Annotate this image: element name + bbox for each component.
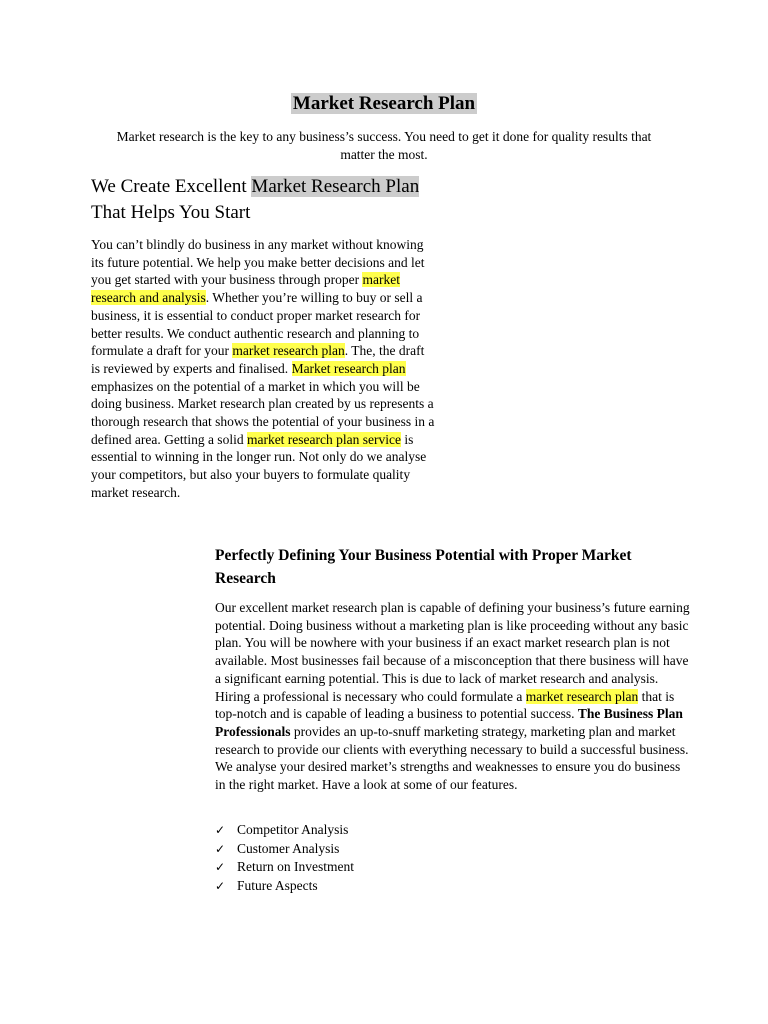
feature-label: Competitor Analysis <box>237 822 349 837</box>
checkmark-icon: ✓ <box>215 860 226 875</box>
section2-text-2: that is top-notch and is capable of leading a business to potential success. <box>215 688 675 722</box>
list-item <box>215 840 515 859</box>
features-list <box>215 821 515 896</box>
checkmark-icon: ✓ <box>215 823 226 837</box>
section1-heading-post: That Helps You Start <box>91 202 251 223</box>
highlight-market-research-plan-service: market research plan service <box>246 431 401 447</box>
list-item <box>215 821 515 840</box>
highlight-market-research-plan: market research plan <box>232 343 345 359</box>
section1-text-4: emphasizes on the potential of a market in which you will be doing business. Market research plan created by us represents a thorough research that shows the potential of your business in a defined area. Getting a solid <box>91 378 435 447</box>
section1-heading-highlight: Market Research Plan <box>251 176 420 197</box>
document-title <box>0 93 768 115</box>
section1-text-5: is essential to winning in the longer run. Not only do we analyse your competitors, but also your buyers to formulate quality market research. <box>91 431 427 500</box>
intro-paragraph: Market research is the key to any business’s success. You need to get it done for quality results that matter the most. <box>116 129 652 162</box>
checkmark-icon: ✓ <box>215 879 226 894</box>
highlight-market-research-plan-3: market research plan <box>525 688 639 704</box>
highlight-market-research-plan-2: Market research plan <box>291 360 406 376</box>
highlight-market-research-analysis: market research and analysis <box>91 272 400 306</box>
section1-text-2: . Whether you’re willing to buy or sell a business, it is essential to conduct proper market research for better results. We conduct authentic research and planning to formulate a draft for your <box>91 290 423 359</box>
list-item <box>215 858 515 877</box>
company-name: The Business Plan Professionals <box>215 706 683 739</box>
section2-heading: Perfectly Defining Your Business Potential with Proper Market Research <box>215 547 632 587</box>
section1-text-1: You can’t blindly do business in any market without knowing its future potential. We help you make better decisions and let you get started with your business through proper <box>91 237 425 288</box>
section2-text-3: provides an up-to-snuff marketing strategy, marketing plan and market research to provide our clients with everything necessary to build a successful business. We analyse your desired market’s strengths and weaknesses to ensure you do business in the right market. Have a look at some of our features. <box>215 723 689 793</box>
section1-paragraph <box>91 236 436 502</box>
feature-label: Return on Investment <box>237 859 354 875</box>
section2-text-1: Our excellent market research plan is capable of defining your business’s future earning potential. Doing business without a marketing plan is like proceeding without any basic plan. You will be nowhere with your business if an exact market research plan is not available. Most businesses fail because of a misconception that there business will have a significant earning potential. This is due to lack of market research and analysis. Hiring a professional is necessary who could formulate a <box>215 600 690 704</box>
section1-heading <box>91 174 421 226</box>
list-item <box>215 877 515 896</box>
section1-heading-pre: We Create Excellent <box>91 176 252 197</box>
checkmark-icon: ✓ <box>215 841 226 856</box>
feature-label: Customer Analysis <box>237 840 340 856</box>
section2-paragraph <box>215 599 693 794</box>
section1-text-3: . The, the draft is reviewed by experts and finalised. <box>91 343 425 376</box>
document-title-text: Market Research Plan <box>292 93 476 114</box>
feature-label: Future Aspects <box>237 878 318 894</box>
